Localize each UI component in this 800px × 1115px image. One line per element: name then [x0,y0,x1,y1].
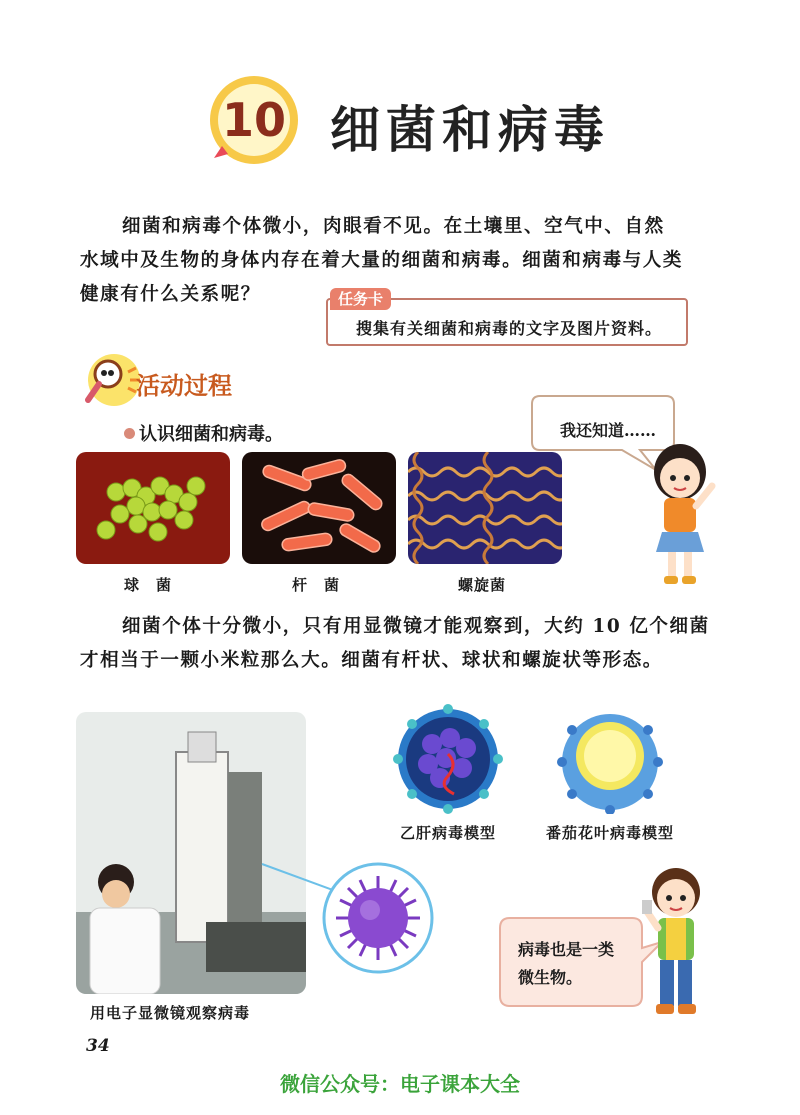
lesson-number-badge [206,72,302,168]
magnifier-mascot-icon [80,350,144,410]
cocci-bacteria-photo [76,452,230,564]
activity-title: 活动过程 [136,372,232,400]
para2-line-1: 细菌个体十分微小，只有用显微镜才能观察到，大约 10 亿个细菌 [122,616,710,637]
page-number: 34 [86,1036,110,1056]
para2-line-2: 才相当于一颗小米粒那么大。细菌有杆状、球状和螺旋状等形态。 [80,650,663,671]
hepatitis-virus-model-image [388,704,510,814]
tomato-virus-model-image [552,710,670,814]
girl-speech-text: 我还知道…… [560,421,657,440]
task-card-text: 搜集有关细菌和病毒的文字及图片资料。 [356,319,663,338]
intro-line-1: 细菌和病毒个体微小，肉眼看不见。在土壤里、空气中、自然 [122,216,665,237]
hepatitis-caption: 乙肝病毒模型 [400,824,497,842]
watermark-text: 微信公众号：电子课本大全 [280,1072,520,1096]
zoomed-virus-image [322,862,434,974]
bacteria-paragraph [80,610,740,678]
microscope-caption: 用电子显微镜观察病毒 [90,1004,251,1022]
task-card-tab: 任务卡 [330,288,391,310]
cocci-caption: 球 菌 [124,576,173,594]
intro-line-2: 水域中及生物的身体内存在着大量的细菌和病毒。细菌和病毒与人类 [80,250,684,271]
boy-speech-line-1: 病毒也是一类 [518,940,615,959]
activity-subtitle-text: 认识细菌和病毒。 [139,424,283,445]
tomato-caption: 番茄花叶病毒模型 [546,824,675,842]
girl-character-illustration [640,440,720,590]
bacilli-caption: 杆 菌 [292,576,341,594]
intro-paragraph [80,210,720,312]
spirilla-bacteria-photo [408,452,562,564]
bacilli-bacteria-photo [242,452,396,564]
boy-character-illustration [640,862,712,1022]
activity-subtitle [124,420,283,446]
bullet-dot-icon [124,428,135,439]
page-title: 细菌和病毒 [330,101,610,159]
boy-speech-text [518,936,648,992]
spirilla-caption: 螺旋菌 [458,576,507,594]
intro-line-3: 健康有什么关系呢？ [80,284,261,305]
boy-speech-line-2: 微生物。 [518,968,583,987]
lesson-number: 10 [221,93,287,147]
